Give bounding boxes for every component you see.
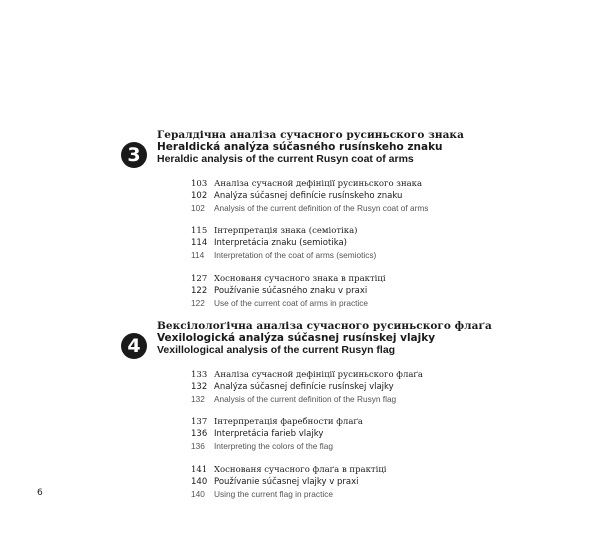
toc-entry-text: Аналіза сучасной дефініції русиньского знака <box>214 179 423 189</box>
toc-page-number: 137 <box>191 417 208 427</box>
toc-entry-en[interactable] <box>0 297 600 309</box>
section-number-3-badge: 3 <box>121 142 147 168</box>
toc-entry-sk[interactable] <box>0 381 600 393</box>
toc-page-number: 140 <box>191 489 205 499</box>
toc-entry-text: Інтерпретація фаребности флаґа <box>214 417 363 427</box>
toc-page-number: 114 <box>191 250 205 260</box>
toc-entry-text: Use of the current coat of arms in practice <box>214 298 369 308</box>
toc-entry-uk[interactable] <box>0 416 600 428</box>
toc-page-number: 102 <box>191 203 205 213</box>
toc-entry-uk[interactable] <box>0 225 600 237</box>
section-3-title-sk: Heraldická analýza súčasného rusínskeho znaku <box>157 141 443 153</box>
toc-page-number: 132 <box>191 382 208 392</box>
toc-entry-text: Analýza súčasnej definície rusínskeho znaku <box>214 191 403 201</box>
toc-page-number: 136 <box>191 429 208 439</box>
toc-page-number: 132 <box>191 394 205 404</box>
toc-entry-text: Analysis of the current definition of the Rusyn coat of arms <box>214 203 429 213</box>
toc-entry-en[interactable] <box>0 202 600 214</box>
toc-entry-text: Používanie súčasnej vlajky v praxi <box>214 477 359 487</box>
toc-entry-uk[interactable] <box>0 273 600 285</box>
section-number-4-badge: 4 <box>121 333 147 359</box>
section-4-title-sk: Vexilologická analýza súčasnej rusínskej vlajky <box>157 332 436 344</box>
toc-entry-text: Interpretation of the coat of arms (semiotics) <box>214 250 377 260</box>
page-number: 6 <box>37 488 43 498</box>
toc-entry-uk[interactable] <box>0 178 600 190</box>
toc-entry-text: Analýza súčasnej definície rusínskej vlajky <box>214 382 394 392</box>
toc-entry-en[interactable] <box>0 393 600 405</box>
toc-entry-text: Аналіза сучасной дефініції русиньского флаґа <box>214 370 423 380</box>
toc-page-number: 114 <box>191 238 208 248</box>
section-4-title-en: Vexillological analysis of the current Rusyn flag <box>157 344 396 356</box>
toc-entry-sk[interactable] <box>0 237 600 249</box>
toc-page-number: 115 <box>191 226 208 236</box>
toc-page-number: 103 <box>191 179 208 189</box>
toc-entry-text: Using the current flag in practice <box>214 489 333 499</box>
toc-page-number: 141 <box>191 465 208 475</box>
toc-entry-text: Interpretácia znaku (semiotika) <box>214 238 347 248</box>
toc-entry-text: Interpreting the colors of the flag <box>214 441 333 451</box>
toc-entry-text: Analysis of the current definition of the Rusyn flag <box>214 394 397 404</box>
toc-entry-text: Хоснованя сучасного знака в практіці <box>214 274 386 284</box>
section-3-title-en: Heraldic analysis of the current Rusyn coat of arms <box>157 153 414 165</box>
toc-entry-sk[interactable] <box>0 190 600 202</box>
section-4-title-uk: Вексілолоґічна аналіза сучасного русиньского флаґа <box>157 320 492 332</box>
toc-page-number: 102 <box>191 191 208 201</box>
toc-entry-text: Інтерпретація знака (семіотіка) <box>214 226 358 236</box>
toc-page-number: 133 <box>191 370 208 380</box>
toc-page-number: 127 <box>191 274 208 284</box>
toc-entry-sk[interactable] <box>0 476 600 488</box>
toc-page-number: 122 <box>191 286 208 296</box>
toc-entry-sk[interactable] <box>0 428 600 440</box>
toc-entry-uk[interactable] <box>0 369 600 381</box>
toc-page-number: 140 <box>191 477 208 487</box>
section-4-titles <box>157 320 492 357</box>
section-3-title-uk: Гералдічна аналіза сучасного русиньского знака <box>157 129 464 141</box>
toc-entry-text: Interpretácia farieb vlajky <box>214 429 324 439</box>
toc-entry-text: Používanie súčasného znaku v praxi <box>214 286 368 296</box>
toc-entry-uk[interactable] <box>0 464 600 476</box>
section-3-titles <box>157 129 464 166</box>
toc-page-number: 136 <box>191 441 205 451</box>
toc-entry-en[interactable] <box>0 249 600 261</box>
toc-page-number: 122 <box>191 298 205 308</box>
toc-entry-text: Хоснованя сучасного флаґа в практіці <box>214 465 387 475</box>
toc-entry-en[interactable] <box>0 440 600 452</box>
toc-entry-sk[interactable] <box>0 285 600 297</box>
toc-entry-en[interactable] <box>0 488 600 500</box>
